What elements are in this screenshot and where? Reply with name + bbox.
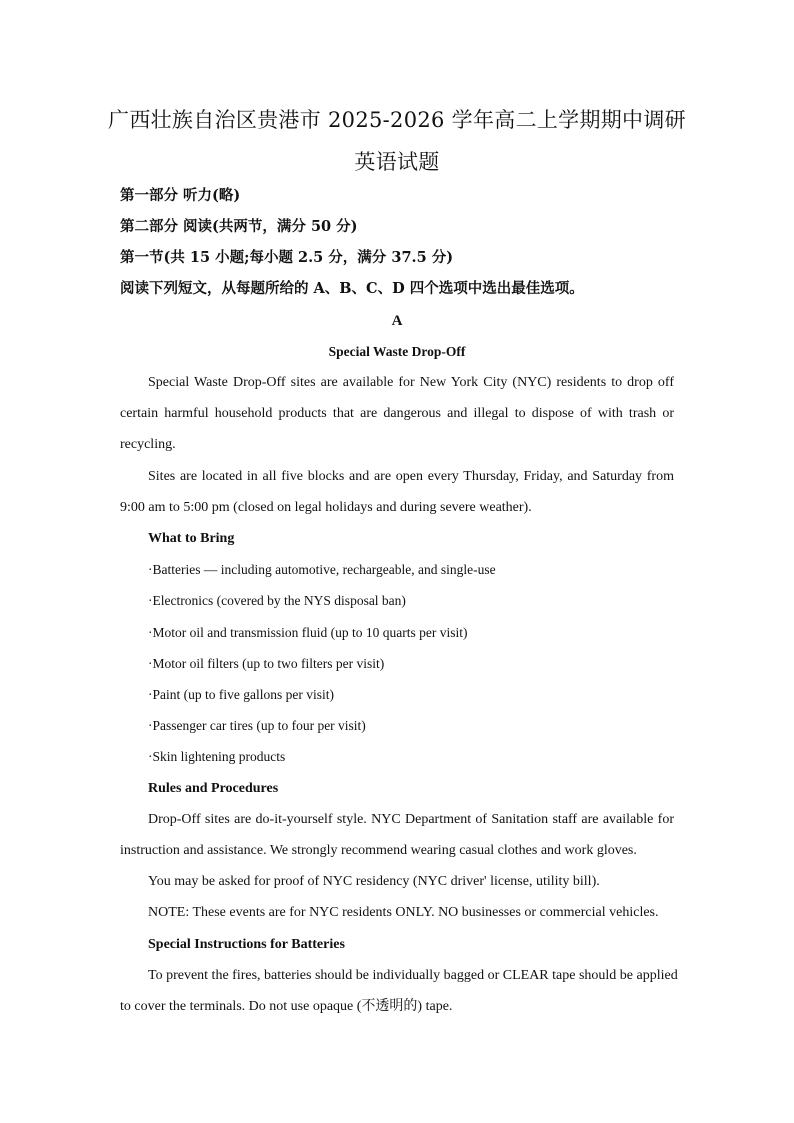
list-item: ·Motor oil filters (up to two filters per visit) bbox=[148, 656, 385, 671]
exam-subtitle: 英语试题 bbox=[354, 150, 440, 174]
what-to-bring-heading: What to Bring bbox=[148, 531, 235, 546]
instruction-text: 阅读下列短文，从每题所给的 A、B、C、D 四个选项中选出最佳选项。 bbox=[120, 280, 584, 297]
list-item: ·Electronics (covered by the NYS disposal ban) bbox=[148, 593, 406, 608]
paragraph-line: recycling. bbox=[120, 437, 176, 452]
list-item: ·Batteries — including automotive, rechargeable, and single-use bbox=[148, 562, 496, 577]
paragraph-line: Special Waste Drop-Off sites are available for New York City (NYC) residents to drop off bbox=[148, 375, 674, 390]
part2-heading: 第二部分 阅读(共两节，满分 50 分) bbox=[120, 218, 358, 235]
paragraph-line: 9:00 am to 5:00 pm (closed on legal holidays and during severe weather). bbox=[120, 500, 532, 515]
section1-heading: 第一节(共 15 小题;每小题 2.5 分，满分 37.5 分) bbox=[120, 249, 454, 266]
paragraph-line: Drop-Off sites are do-it-yourself style. NYC Department of Sanitation staff are available for bbox=[148, 812, 674, 827]
paragraph-line: NOTE: These events are for NYC residents ONLY. NO businesses or commercial vehicles. bbox=[148, 905, 659, 920]
list-item: ·Passenger car tires (up to four per visit) bbox=[148, 718, 366, 733]
batteries-heading: Special Instructions for Batteries bbox=[148, 937, 345, 952]
paragraph-line: Sites are located in all five blocks and are open every Thursday, Friday, and Saturday from bbox=[148, 469, 674, 484]
part1-heading: 第一部分 听力(略) bbox=[120, 187, 241, 204]
list-item: ·Paint (up to five gallons per visit) bbox=[148, 687, 334, 702]
passage-title: Special Waste Drop-Off bbox=[328, 344, 466, 359]
paragraph-line: To prevent the fires, batteries should be individually bagged or CLEAR tape should be applied bbox=[148, 968, 678, 983]
rules-heading: Rules and Procedures bbox=[148, 781, 279, 796]
list-item: ·Skin lightening products bbox=[148, 749, 286, 764]
paragraph-line: certain harmful household products that are dangerous and illegal to dispose of with trash or bbox=[120, 406, 674, 421]
list-item: ·Motor oil and transmission fluid (up to 10 quarts per visit) bbox=[148, 625, 468, 640]
paragraph-line: You may be asked for proof of NYC residency (NYC driver' license, utility bill). bbox=[148, 874, 600, 889]
passage-letter: A bbox=[391, 313, 403, 329]
paragraph-line: to cover the terminals. Do not use opaque (不透明的) tape. bbox=[120, 999, 453, 1014]
paragraph-line: instruction and assistance. We strongly recommend wearing casual clothes and work gloves. bbox=[120, 843, 637, 858]
exam-title: 广西壮族自治区贵港市 2025-2026 学年高二上学期期中调研 bbox=[108, 108, 686, 132]
